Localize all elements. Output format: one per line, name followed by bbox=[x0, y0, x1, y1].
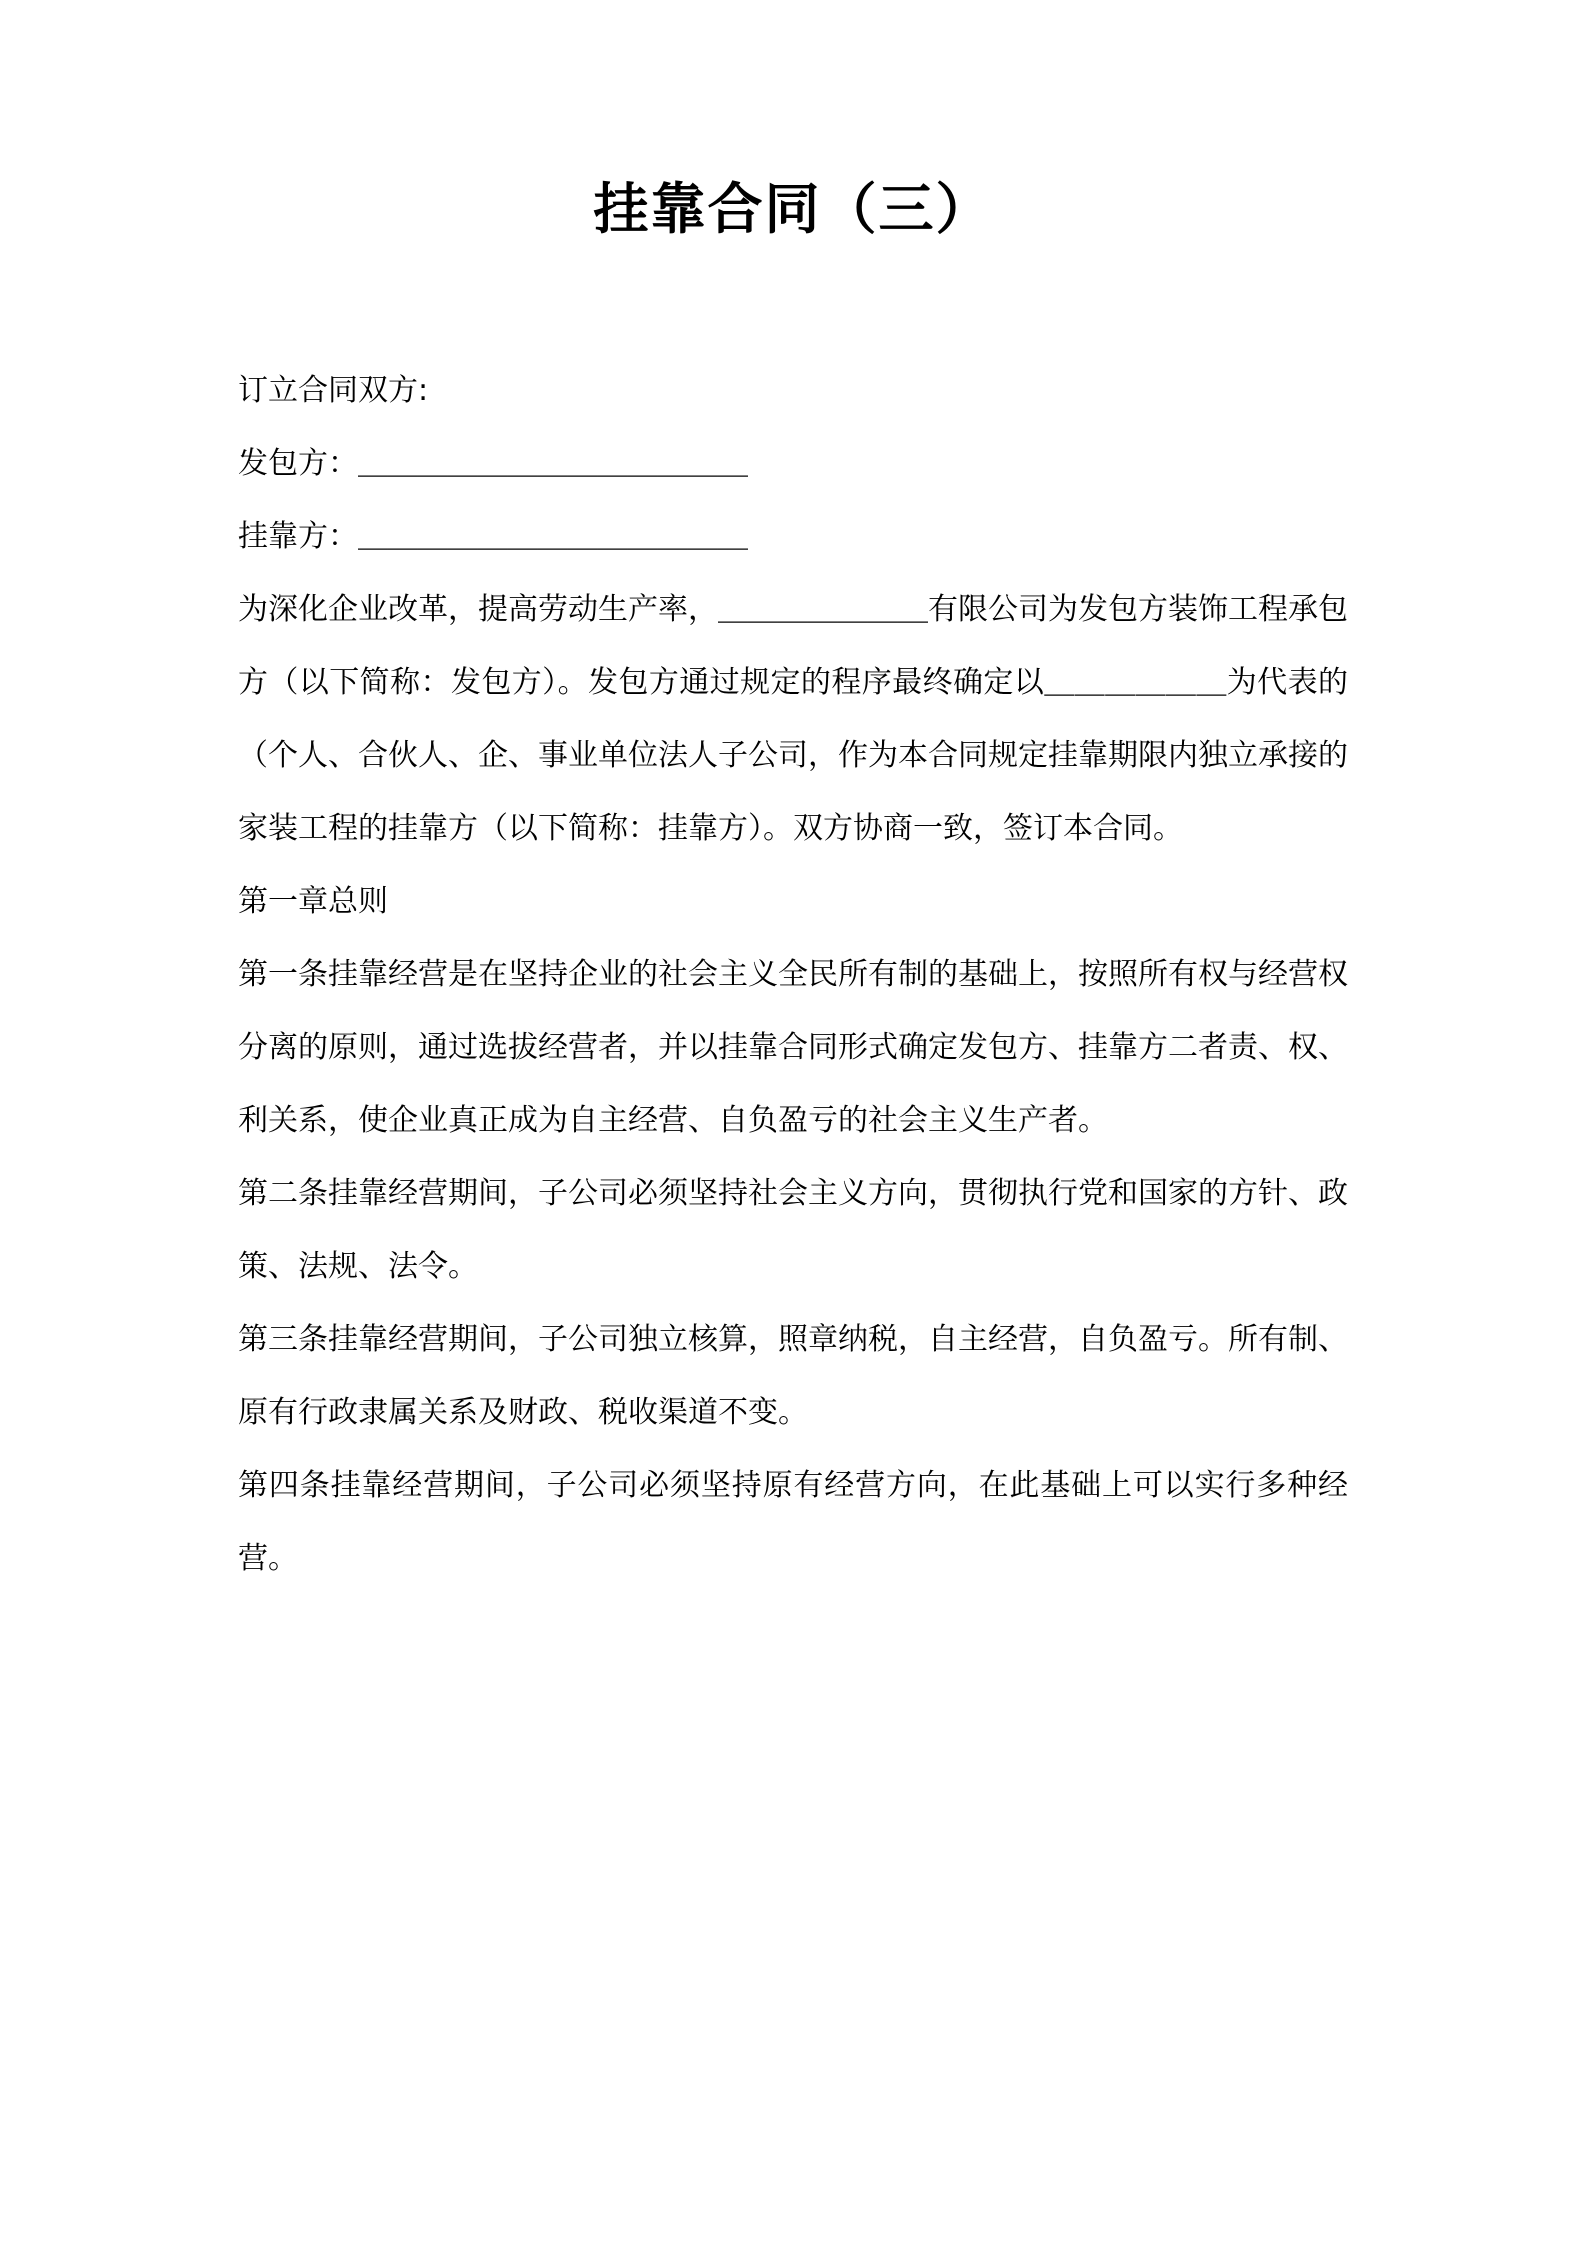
chapter-1-heading: 第一章总则 bbox=[238, 884, 388, 919]
article-2-paragraph: 第二条挂靠经营期间，子公司必须坚持社会主义方向，贯彻执行党和国家的方针、政策、法规、法令。 bbox=[238, 1176, 1348, 1284]
preamble-paragraph: 为深化企业改革，提高劳动生产率，＿＿＿＿＿＿＿有限公司为发包方装饰工程承包方（以下简称：发包方）。发包方通过规定的程序最终确定以＿＿＿＿＿＿为代表的（个人、合伙人、企、事业单位法人子公司，作为本合同规定挂靠期限内独立承接的家装工程的挂靠方（以下简称：挂靠方）。双方协商一致，签订本合同。 bbox=[238, 592, 1348, 846]
document-body bbox=[238, 242, 1348, 1595]
article-3-paragraph: 第三条挂靠经营期间，子公司独立核算，照章纳税，自主经营，自负盈亏。所有制、原有行政隶属关系及财政、税收渠道不变。 bbox=[238, 1322, 1348, 1430]
parties-heading: 订立合同双方: bbox=[238, 373, 429, 408]
page-title: 挂靠合同（三） bbox=[593, 177, 993, 241]
party-b-line: 挂靠方：＿＿＿＿＿＿＿＿＿＿＿＿＿ bbox=[238, 519, 748, 554]
party-a-line: 发包方：＿＿＿＿＿＿＿＿＿＿＿＿＿ bbox=[238, 446, 748, 481]
article-4-paragraph: 第四条挂靠经营期间，子公司必须坚持原有经营方向，在此基础上可以实行多种经营。 bbox=[238, 1468, 1348, 1576]
article-1-paragraph: 第一条挂靠经营是在坚持企业的社会主义全民所有制的基础上，按照所有权与经营权分离的原则，通过选拔经营者，并以挂靠合同形式确定发包方、挂靠方二者责、权、利关系，使企业真正成为自主经营、自负盈亏的社会主义生产者。 bbox=[238, 957, 1348, 1138]
